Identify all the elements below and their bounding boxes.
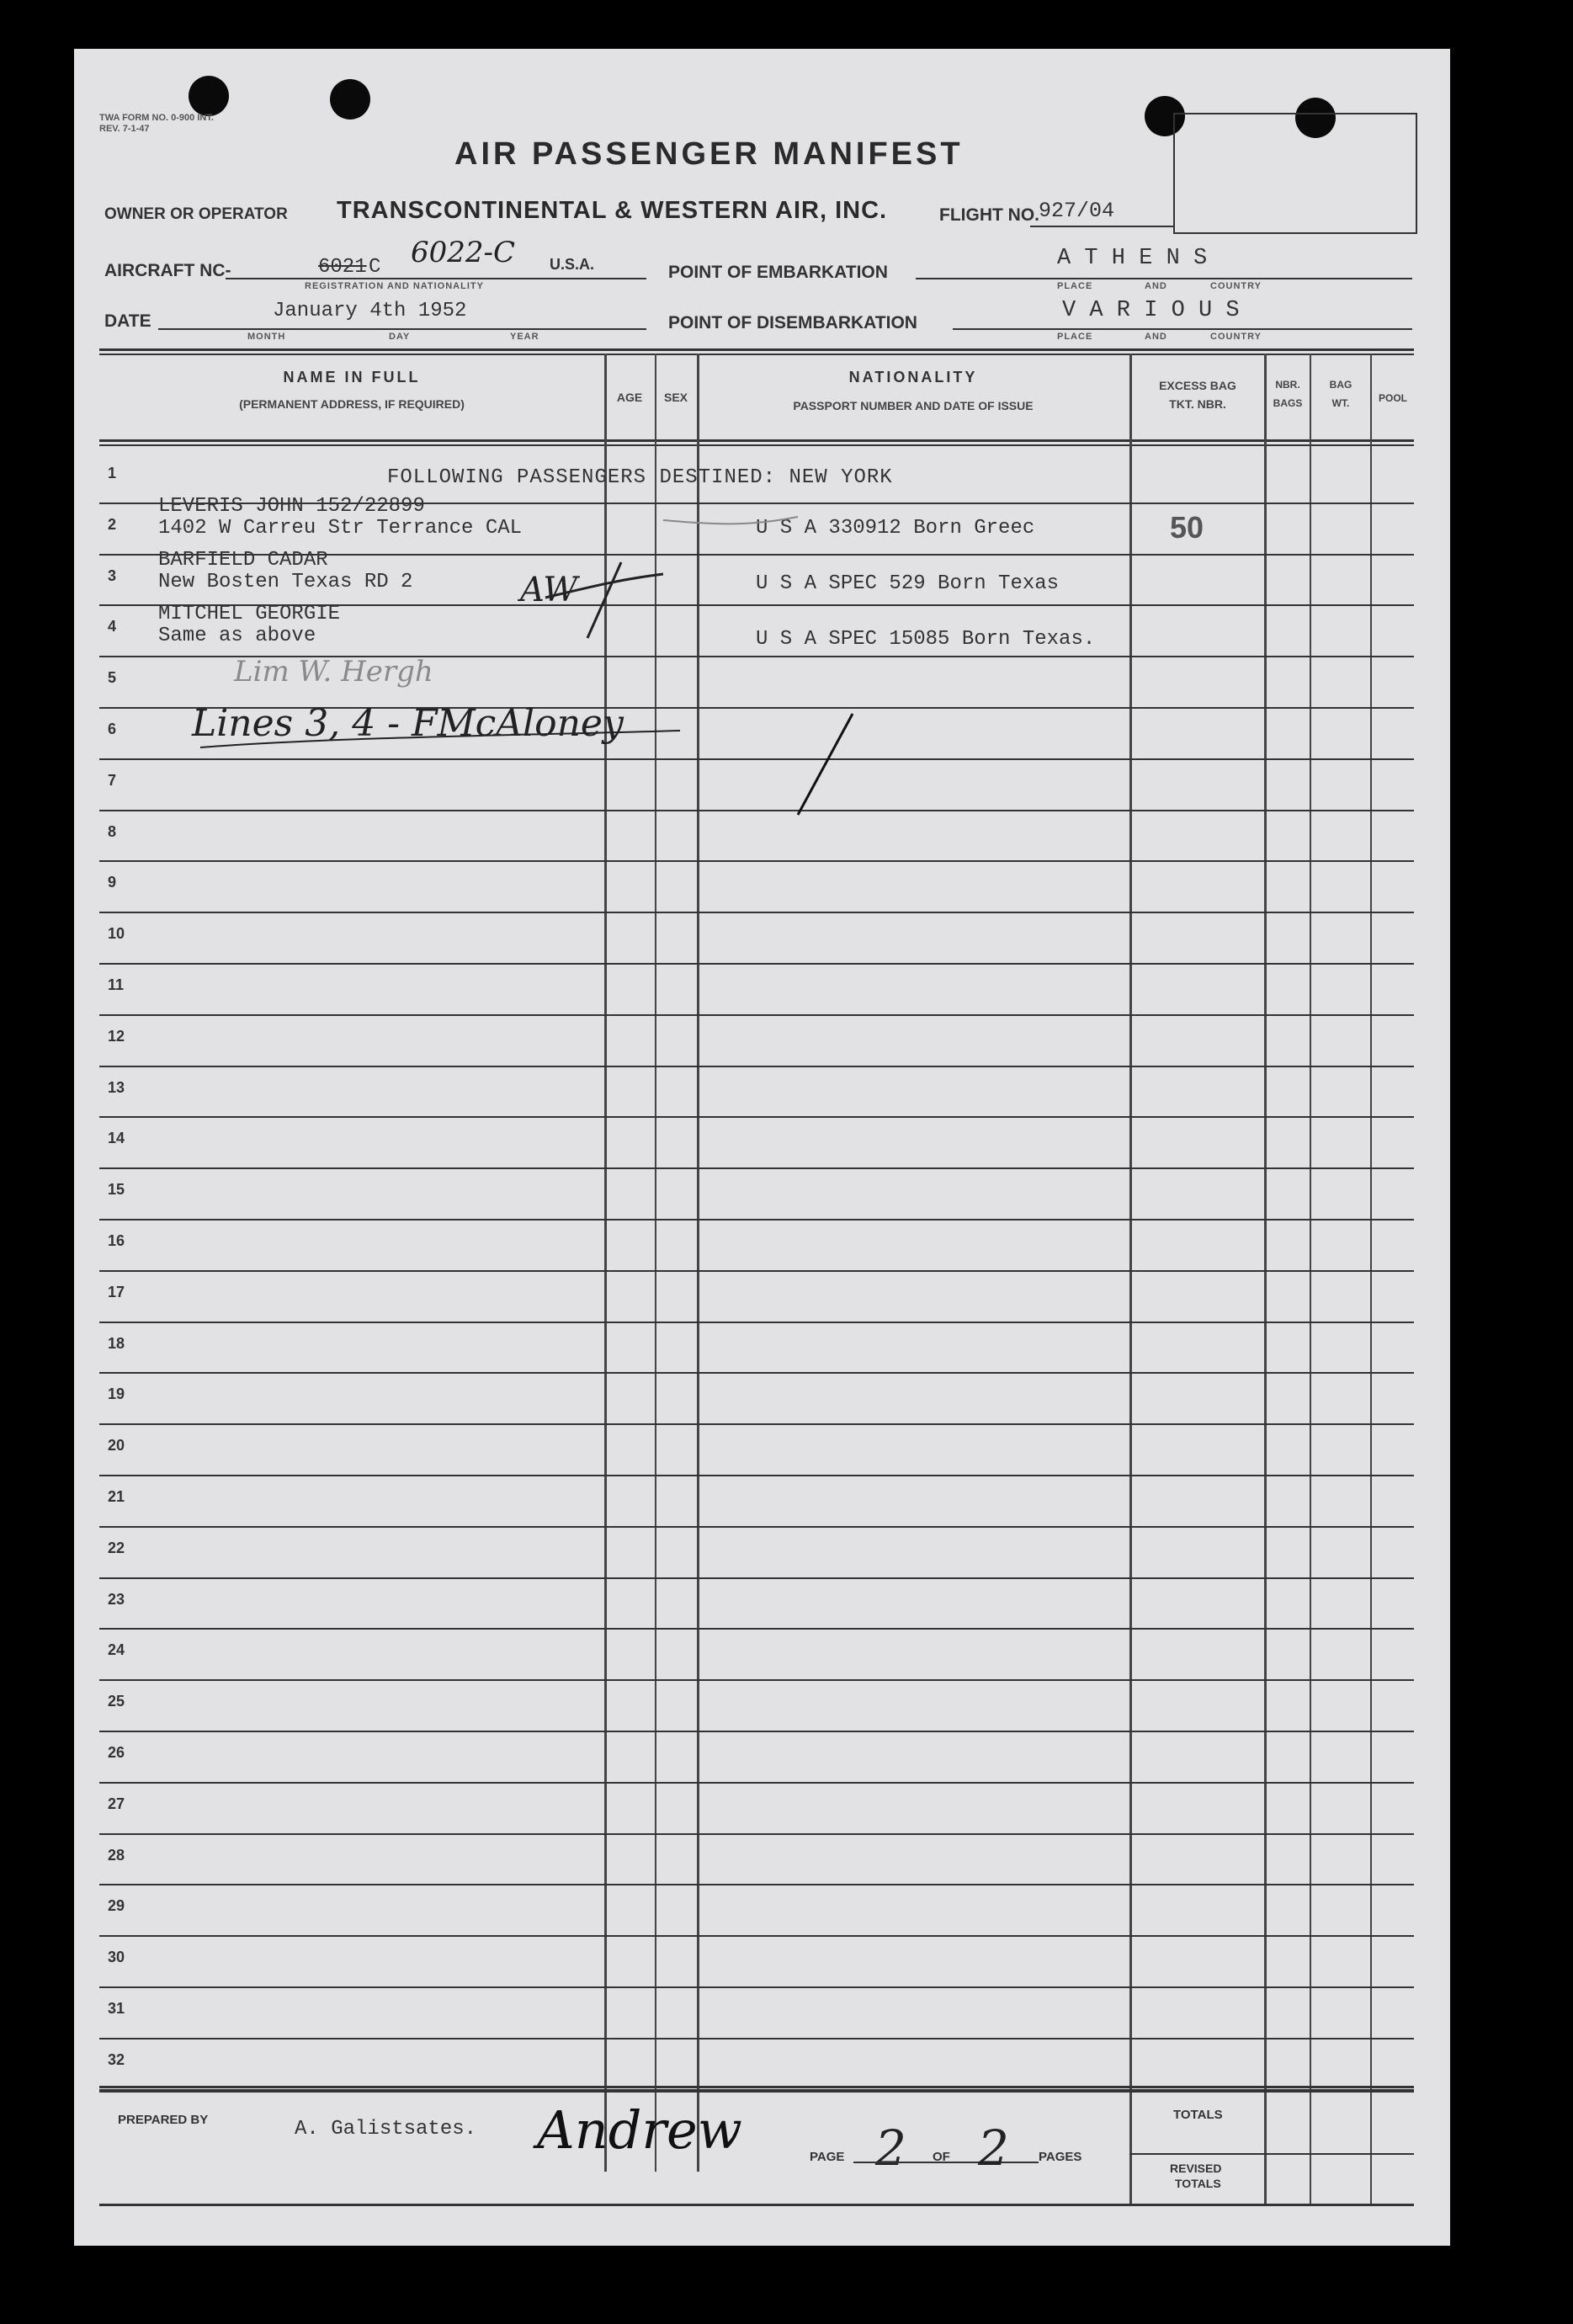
row-number: 6 [108,721,117,737]
row-rule [99,1167,1414,1169]
row-rule [99,1833,1414,1835]
disembarkation-caption-and: AND [1145,332,1167,342]
row-rule [99,1322,1414,1323]
row-rule [99,1116,1414,1118]
row-number: 12 [108,1027,125,1045]
aircraft-country: U.S.A. [550,256,595,273]
pages-label: PAGES [1039,2150,1082,2164]
handwritten-note-line5: Lim W. Hergh [234,655,433,689]
row-rule [99,912,1414,913]
passenger2-address: New Bosten Texas RD 2 [158,571,413,593]
handwriting-strokes [74,49,1450,891]
manifest-title: AIR PASSENGER MANIFEST [454,136,964,172]
col-nationality-sub: PASSPORT NUMBER AND DATE OF ISSUE [793,399,1034,412]
row-number: 3 [108,566,117,584]
row-number: 5 [108,669,117,687]
embarkation-caption-and: AND [1145,281,1167,291]
manifest-sheet [74,49,1450,2246]
aircraft-suffix: C [369,256,381,279]
row-rule [99,1628,1414,1630]
disembarkation-value: V A R I O U S [1062,298,1240,323]
owner-value: TRANSCONTINENTAL & WESTERN AIR, INC. [337,197,888,224]
col-nbr-bags-2: BAGS [1273,397,1303,409]
embarkation-label: POINT OF EMBARKATION [668,263,888,282]
row-rule [99,1986,1414,1988]
passenger1-excess-bag: 50 [1170,510,1204,545]
disembarkation-label: POINT OF DISEMBARKATION [668,313,917,332]
row-number: 18 [108,1334,125,1352]
aircraft-struck-number: 6021 [318,256,367,279]
passenger2-nationality: U S A SPEC 529 Born Texas [756,572,1060,595]
col-name-sub: (PERMANENT ADDRESS, IF REQUIRED) [239,397,465,411]
page-total: 2 [978,2119,1009,2177]
passenger2-name: BARFIELD CADAR [158,549,328,572]
row-number: 26 [108,1744,125,1761]
col-pool: POOL [1378,392,1407,404]
of-label: OF [933,2150,950,2164]
embarkation-caption-country: COUNTRY [1210,281,1262,291]
row-number: 28 [108,1846,125,1864]
aircraft-caption: REGISTRATION AND NATIONALITY [305,281,484,291]
row-number: 19 [108,1385,125,1403]
passenger3-address: Same as above [158,625,316,647]
embarkation-caption-place: PLACE [1057,281,1093,291]
prepared-by-label: PREPARED BY [118,2113,209,2127]
row-number: 23 [108,1590,125,1608]
row-rule [99,1219,1414,1220]
passenger1-name: LEVERIS JOHN 152/22899 [158,495,425,518]
handwritten-note-line6: Lines 3, 4 - FMcAloney [192,702,624,745]
row-number: 31 [108,2000,125,2017]
date-caption-month: MONTH [247,332,286,342]
row-number: 24 [108,1641,125,1659]
form-number: TWA FORM NO. 0-900 INT. [99,113,214,123]
row-number: 2 [108,515,117,533]
row-number: 22 [108,1539,125,1556]
row-rule [99,1679,1414,1681]
row-rule [99,1935,1414,1937]
row-number: 20 [108,1437,125,1454]
row-number: 21 [108,1488,125,1505]
row-number: 25 [108,1693,125,1710]
row-number: 4 [108,618,117,636]
handwritten-initials: AW [520,571,578,609]
row-number: 9 [108,874,117,891]
row-number: 14 [108,1130,125,1147]
passenger3-nationality: U S A SPEC 15085 Born Texas. [756,628,1096,651]
row-rule [99,1526,1414,1528]
form-revision: REV. 7-1-47 [99,124,150,134]
date-caption-day: DAY [389,332,411,342]
embarkation-value: A T H E N S [1057,246,1208,271]
col-excess-bag-ticket: TKT. NBR. [1169,397,1226,411]
row-number: 13 [108,1078,125,1096]
totals-label: TOTALS [1173,2108,1223,2122]
row-number: 7 [108,771,117,789]
col-bag-wt-2: WT. [1331,397,1350,409]
disembarkation-caption-place: PLACE [1057,332,1093,342]
row-rule [99,1270,1414,1272]
aircraft-label: AIRCRAFT NC- [104,261,231,280]
row-number: 8 [108,822,117,840]
col-sex: SEX [663,391,688,404]
col-name-title: NAME IN FULL [283,369,421,386]
col-nbr-bags: NBR. [1275,379,1300,391]
row-number: 10 [108,925,125,943]
revised-totals-label-2: TOTALS [1175,2177,1221,2190]
col-bag-wt: BAG [1329,379,1352,391]
row-rule [99,1014,1414,1016]
row-number: 27 [108,1795,125,1812]
row-number: 30 [108,1949,125,1966]
revised-totals-label: REVISED [1170,2162,1222,2175]
row-rule [99,963,1414,965]
row-rule [99,1731,1414,1732]
row-number: 32 [108,2050,125,2068]
col-age: AGE [616,391,643,404]
row1-destination-note: FOLLOWING PASSENGERS DESTINED: NEW YORK [387,466,893,489]
row-number: 16 [108,1232,125,1249]
page-label: PAGE [810,2150,845,2164]
row-rule [99,1475,1414,1476]
row-number: 17 [108,1283,125,1300]
passenger1-nationality: U S A 330912 Born Greec [756,517,1035,540]
page-number: 2 [875,2119,906,2177]
row-number: 29 [108,1897,125,1915]
date-label: DATE [104,311,151,331]
row-rule [99,1782,1414,1784]
row-rule [99,1884,1414,1885]
row-number: 1 [108,465,117,481]
preparer-signature: Andrew [537,2099,742,2161]
row-rule [99,1372,1414,1374]
row-rule [99,1423,1414,1425]
row-rule [99,2038,1414,2039]
owner-label: OWNER OR OPERATOR [104,205,288,223]
aircraft-handwritten-number: 6022-C [411,236,516,269]
row-number: 15 [108,1181,125,1199]
disembarkation-caption-country: COUNTRY [1210,332,1262,342]
date-value: January 4th 1952 [273,300,467,322]
passenger3-name: MITCHEL GEORGIE [158,603,341,625]
flight-value: 927/04 [1039,199,1115,223]
prepared-by-value: A. Galistsates. [295,2118,477,2141]
passenger1-address: 1402 W Carreu Str Terrance CAL [158,517,523,540]
date-caption-year: YEAR [510,332,539,342]
col-nationality-title: NATIONALITY [848,369,978,386]
flight-label: FLIGHT NO. [939,205,1039,225]
row-rule [99,1577,1414,1579]
row-rule [99,1066,1414,1067]
col-excess-bag: EXCESS BAG [1159,379,1236,392]
row-number: 11 [108,976,125,993]
